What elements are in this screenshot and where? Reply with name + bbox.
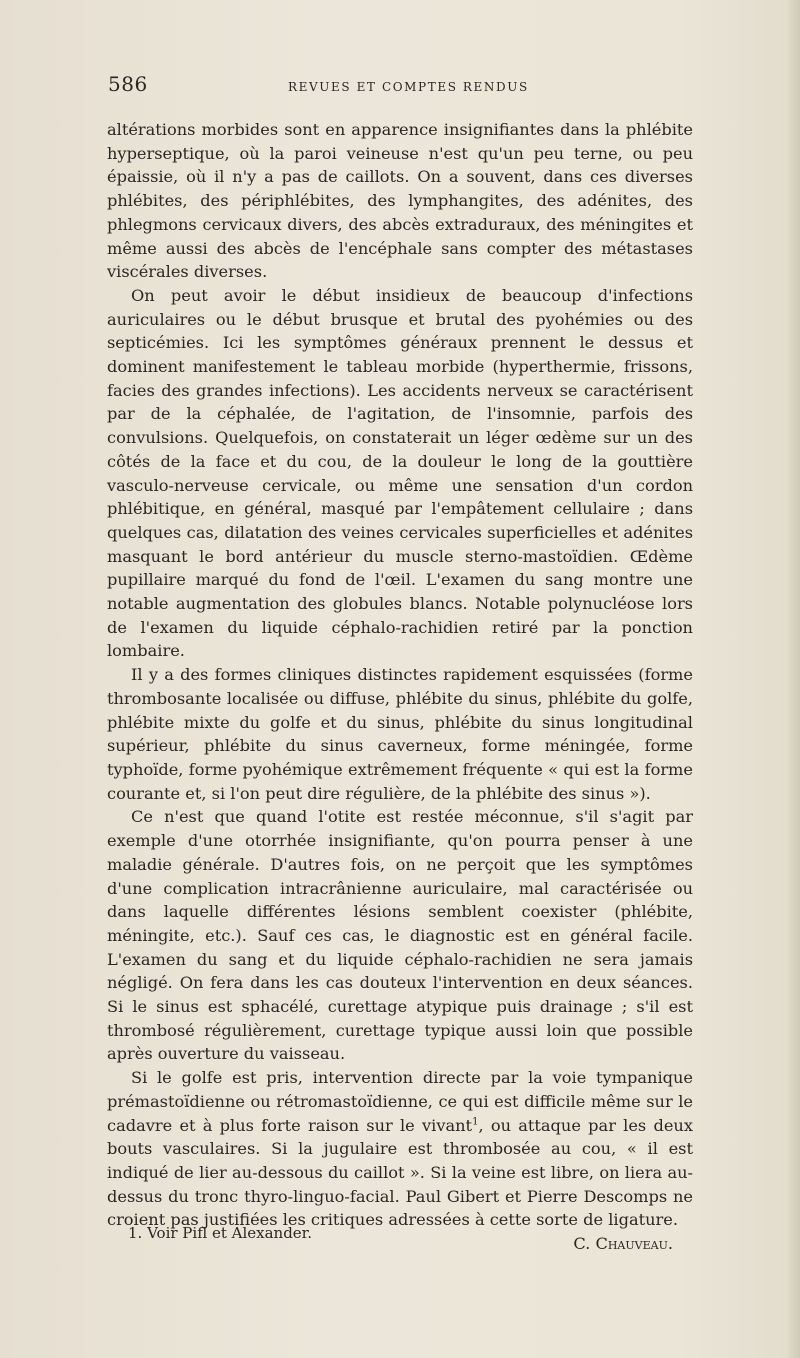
treatment-text-end: , ou attaque par les deux bouts vasculaires. Si la jugulaire est thrombosée au cou, « il est indiqué de lier au-dessous du caillot ». Si la veine est libre, on liera au-dessus du tronc thyro-linguo-facial. Paul Gibert et Pierre Descomps ne croient pas justifiées les critiques adressées à cette sorte de ligature. xyxy=(107,1115,693,1230)
page-number: 586 xyxy=(108,72,148,96)
footnote: 1. Voir Pifl et Alexander. xyxy=(128,1224,312,1242)
page-edge-shadow xyxy=(786,0,800,1358)
paragraph-clinical-forms: Il y a des formes cliniques distinctes rapidement esquissées (forme thrombosante localisée ou diffuse, phlébite du sinus, phlébite du golfe, phlébite mixte du golfe et du sinus, phlébite du sinus longitudinal supérieur, phlébite du sinus caverneux, forme méningée, forme typhoïde, forme pyohémique extrêmement fréquente « qui est la forme courante et, si l'on peut dire régulière, de la phlébite des sinus »). xyxy=(107,665,693,803)
paragraph-continuation: altérations morbides sont en apparence insignifiantes dans la phlébite hyperseptique, où la paroi veineuse n'est qu'un peu terne, ou peu épaissie, où il n'y a pas de caillots. On a souvent, dans ces diverses phlébites, des périphlébites, des lymphangites, des adénites, des phlegmons cervicaux divers, des abcès extraduraux, des méningites et même aussi des abcès de l'encéphale sans compter des métastases viscérales diverses. xyxy=(107,120,693,282)
page-header xyxy=(108,72,692,102)
footnote-reference: 1 xyxy=(472,1116,479,1128)
paragraph-diagnosis: Ce n'est que quand l'otite est restée méconnue, s'il s'agit par exemple d'une otorrhée insignifiante, qu'on pourra penser à une maladie générale. D'autres fois, on ne perçoit que les symptômes d'une complication intracrânienne auriculaire, mal caractérisée ou dans laquelle différentes lésions semblent coexister (phlébite, méningite, etc.). Sauf ces cas, le diagnostic est en général facile. L'examen du sang et du liquide céphalo-rachidien ne sera jamais négligé. On fera dans les cas douteux l'intervention en deux séances. Si le sinus est sphacélé, curettage atypique puis drainage ; s'il est thrombosé régulièrement, curettage typique aussi loin que possible après ouverture du vaisseau. xyxy=(107,807,693,1064)
article-body xyxy=(107,118,693,1256)
author-signature: C. Chauveau. xyxy=(573,1234,673,1254)
paragraph-symptoms: On peut avoir le début insidieux de beaucoup d'infections auriculaires ou le début brusque et brutal des pyohémies ou des septicémies. Ici les symptômes généraux prennent le dessus et dominent manifestement le tableau morbide (hyperthermie, frissons, facies des grandes infections). Les accidents nerveux se caractérisent par de la céphalée, de l'agitation, de l'insomnie, parfois des convulsions. Quelquefois, on constaterait un léger œdème sur un des côtés de la face et du cou, de la douleur le long de la gouttière vasculo-nerveuse cervicale, ou même une sensation d'un cordon phlébitique, en général, masqué par l'empâtement cellulaire ; dans quelques cas, dilatation des veines cervicales superficielles et adénites masquant le bord antérieur du muscle sterno-mastoïdien. Œdème pupillaire marqué du fond de l'œil. L'examen du sang montre une notable augmentation des globules blancs. Notable polynucléose lors de l'examen du liquide céphalo-rachidien retiré par la ponction lombaire. xyxy=(107,285,693,661)
treatment-text-start: Si le golfe est pris, intervention directe par la voie tympanique prémastoïdienne ou rétromastoïdienne, ce qui est difficile même sur le cadavre et à plus forte raison sur le vivant xyxy=(107,1068,693,1135)
running-head: REVUES ET COMPTES RENDUS xyxy=(288,80,529,94)
